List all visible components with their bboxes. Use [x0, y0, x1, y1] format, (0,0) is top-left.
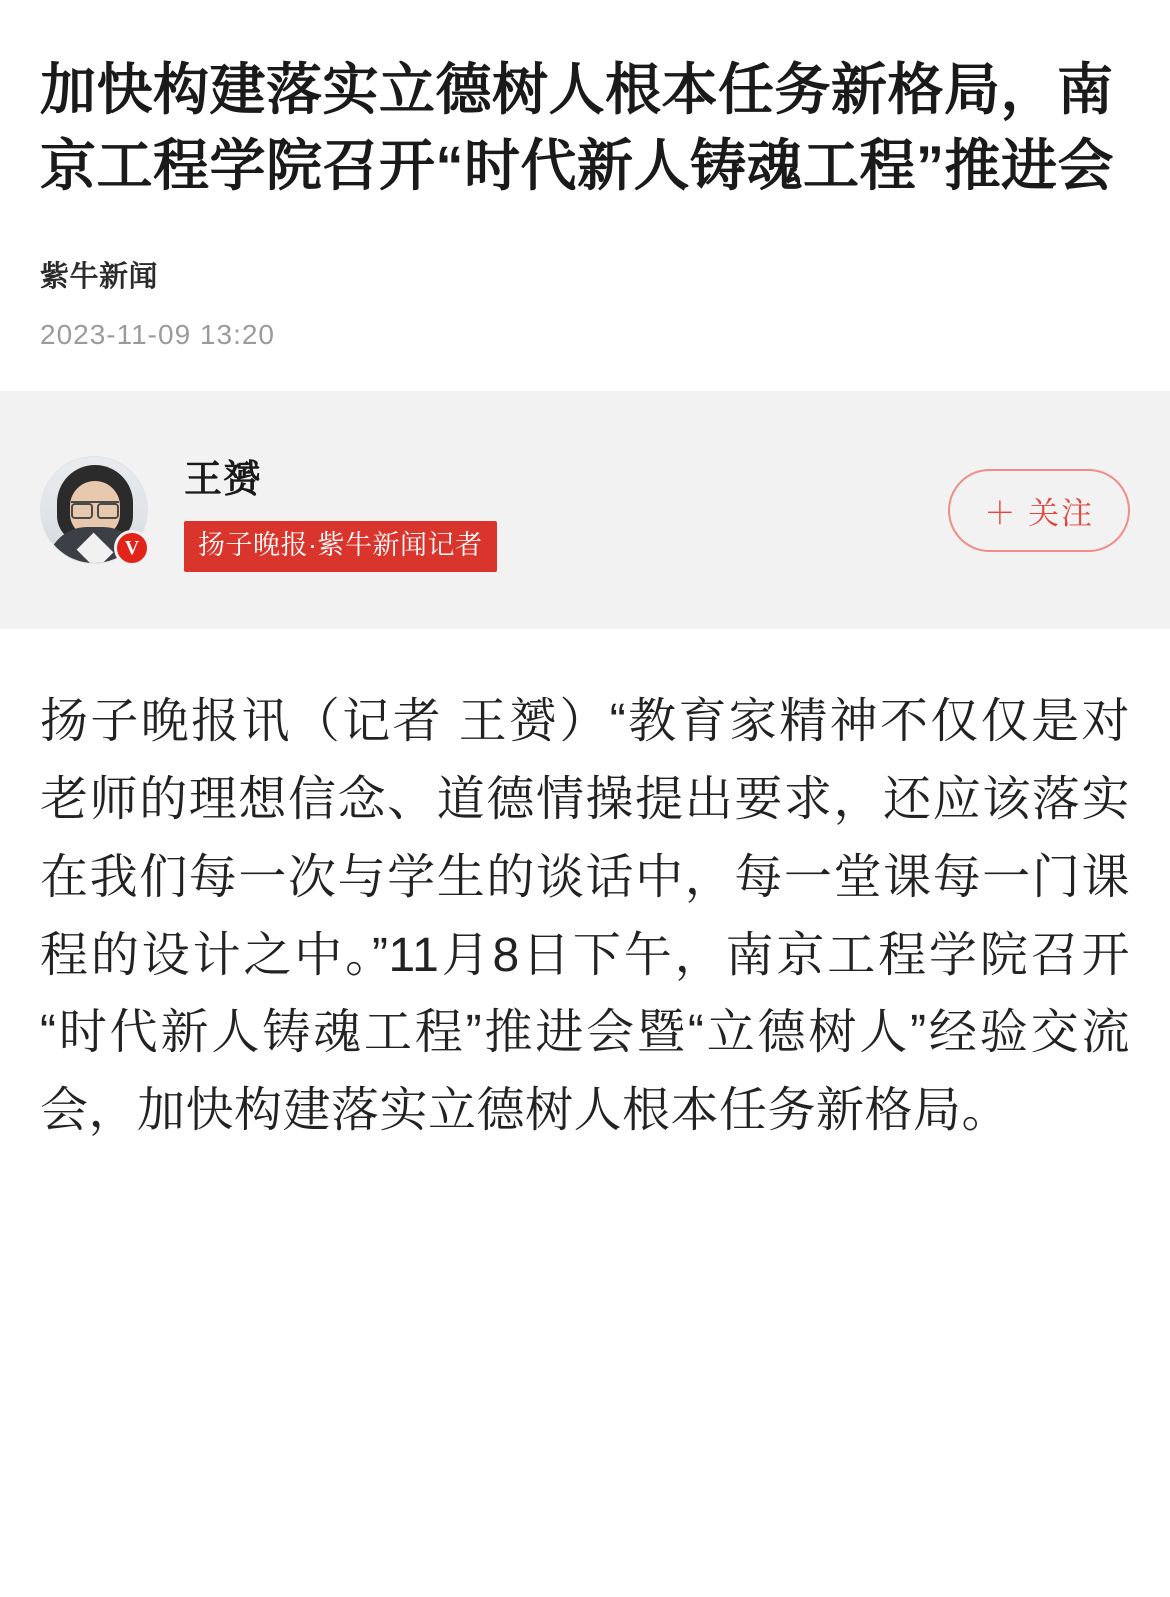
author-role-badge: 扬子晚报·紫牛新闻记者: [184, 521, 497, 572]
follow-button[interactable]: ＋ 关注: [948, 469, 1130, 552]
author-info: [184, 448, 948, 572]
avatar[interactable]: [40, 456, 148, 564]
page-title: 加快构建落实立德树人根本任务新格局，南京工程学院召开“时代新人铸魂工程”推进会: [40, 58, 1114, 198]
article-source: 紫牛新闻: [40, 261, 159, 294]
article-header: [0, 0, 1170, 351]
author-name[interactable]: 王赟: [184, 459, 263, 502]
article-paragraph: 扬子晚报讯（记者 王赟）“教育家精神不仅仅是对老师的理想信念、道德情操提出要求，还应该落实在我们每一次与学生的谈话中，每一堂课每一门课程的设计之中。”11月8日下午，南京工程学院召开“时代新人铸魂工程”推进会暨“立德树人”经验交流会，加快构建落实立德树人根本任务新格局。: [40, 695, 1130, 1138]
author-bar: [0, 391, 1170, 629]
verified-badge-icon: V: [114, 530, 150, 566]
article-timestamp: 2023-11-09 13:20: [40, 319, 275, 351]
article-body: [0, 629, 1170, 1210]
